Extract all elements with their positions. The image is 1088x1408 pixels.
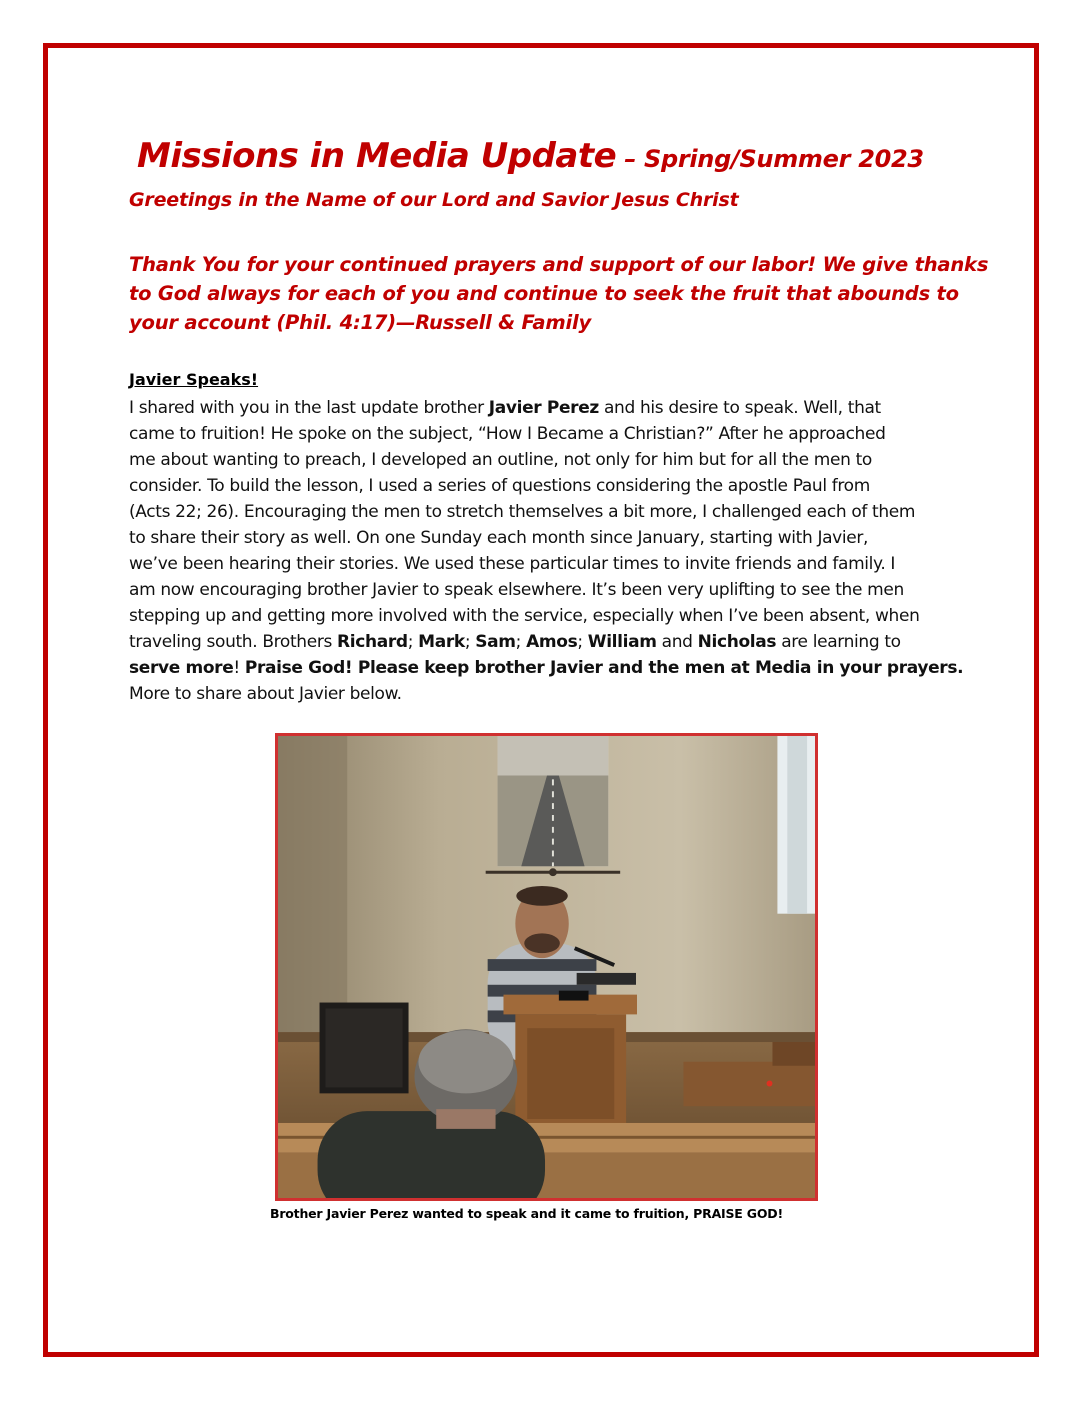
- photo-caption: Brother Javier Perez wanted to speak and it came to fruition, PRAISE GOD!: [270, 1206, 783, 1221]
- speaker-photo-illustration: [278, 736, 815, 1198]
- text: ;: [515, 632, 527, 652]
- thanks-line: to God always for each of you and continue to seek the fruit that abounds to: [129, 282, 959, 305]
- name-mark: Mark: [418, 632, 465, 652]
- text: I shared with you in the last update brother: [129, 398, 489, 418]
- body-line: [129, 395, 979, 421]
- name-richard: Richard: [337, 632, 408, 652]
- body-line: [129, 629, 979, 655]
- thanks-line: your account (Phil. 4:17)—Russell & Family: [129, 311, 591, 334]
- text: are learning to: [776, 632, 901, 652]
- bold-text: serve more: [129, 658, 234, 678]
- text: !: [233, 658, 245, 678]
- title-main: Missions in Media Update: [137, 136, 617, 176]
- body-line: stepping up and getting more involved with the service, especially when I’ve been absent, when: [129, 606, 920, 626]
- greeting: Greetings in the Name of our Lord and Savior Jesus Christ: [129, 189, 739, 211]
- body-line: [129, 655, 979, 681]
- body-line: am now encouraging brother Javier to speak elsewhere. It’s been very uplifting to see the men: [129, 580, 904, 600]
- name-sam: Sam: [475, 632, 516, 652]
- name-amos: Amos: [526, 632, 578, 652]
- body-line: More to share about Javier below.: [129, 684, 402, 704]
- thanks-message: [129, 250, 989, 337]
- body-line: we’ve been hearing their stories. We used these particular times to invite friends and family. I: [129, 554, 896, 574]
- text: ;: [464, 632, 476, 652]
- body-line: me about wanting to preach, I developed an outline, not only for him but for all the men to: [129, 450, 872, 470]
- body-line: consider. To build the lesson, I used a series of questions considering the apostle Paul from: [129, 476, 870, 496]
- text: ;: [577, 632, 588, 652]
- name-nicholas: Nicholas: [697, 632, 777, 652]
- text: traveling south. Brothers: [129, 632, 338, 652]
- text: and his desire to speak. Well, that: [598, 398, 881, 418]
- text: and: [656, 632, 698, 652]
- name-william: William: [587, 632, 657, 652]
- speaker-photo: [275, 733, 818, 1201]
- prayer-request: Praise God! Please keep brother Javier and the men at Media in your prayers.: [244, 658, 964, 678]
- name-javier-perez: Javier Perez: [488, 398, 599, 418]
- article-body: [129, 395, 979, 707]
- section-heading: Javier Speaks!: [129, 370, 259, 389]
- title-season: – Spring/Summer 2023: [616, 145, 924, 173]
- page-title: [137, 136, 924, 176]
- text: ;: [407, 632, 419, 652]
- thanks-line: Thank You for your continued prayers and support of our labor! We give thanks: [129, 253, 989, 276]
- body-line: to share their story as well. On one Sunday each month since January, starting with Javier,: [129, 528, 869, 548]
- body-line: (Acts 22; 26). Encouraging the men to stretch themselves a bit more, I challenged each of them: [129, 502, 916, 522]
- body-line: came to fruition! He spoke on the subject, “How I Became a Christian?” After he approached: [129, 424, 886, 444]
